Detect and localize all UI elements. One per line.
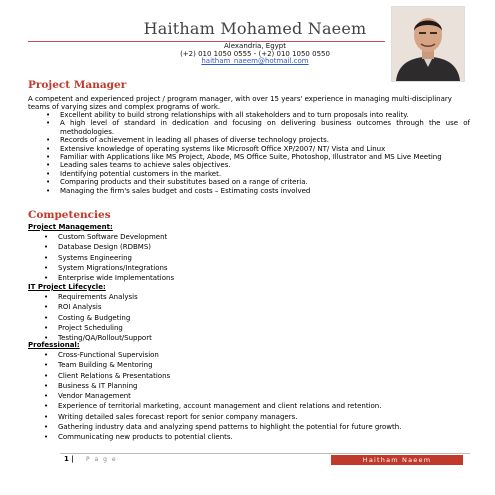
list-item: • Cross-Functional Supervision <box>44 351 159 359</box>
list-item: • Identifying potential customers in the market. <box>46 169 222 178</box>
bullet-dot-icon: • <box>46 161 51 170</box>
list-item: • Systems Engineering <box>44 253 132 262</box>
list-item: • Testing/QA/Rollout/Support <box>44 334 152 343</box>
list-item: • Comparing products and their substitutes based on a range of criteria. <box>46 178 308 187</box>
list-item: • Communicating new products to potential clients. <box>44 433 233 442</box>
list-item: • Extensive knowledge of operating systems like Microsoft Office XP/2007/ NT/ Vista and Linux <box>46 144 386 153</box>
list-item: • Team Building & Mentoring <box>44 361 153 370</box>
project-manager-heading: Project Manager <box>28 79 127 91</box>
bullet-dot-icon: • <box>44 402 49 411</box>
list-item: • Business & IT Planning <box>44 381 138 390</box>
bullet-dot-icon: • <box>44 313 49 322</box>
phone-text: (+2) 010 1050 0555 - (+2) 010 1050 0550 <box>180 50 330 58</box>
portrait-icon <box>392 7 464 81</box>
bullet-dot-icon: • <box>46 144 51 153</box>
bullet-dot-icon: • <box>44 253 49 262</box>
bullet-dot-icon: • <box>44 361 49 370</box>
professional-list <box>44 350 464 443</box>
page-label: P a g e <box>86 456 118 463</box>
email-link[interactable]: haitham_naeem@hotmail.com <box>201 57 309 65</box>
list-item: • Writing detailed sales forecast report for senior company managers. <box>44 412 298 421</box>
bullet-dot-icon: • <box>44 351 49 359</box>
bullet-dot-icon: • <box>46 136 51 145</box>
bullet-dot-icon: • <box>44 243 49 252</box>
bullet-dot-icon: • <box>44 334 49 343</box>
list-item: • Costing & Budgeting <box>44 313 131 322</box>
list-item: • Vendor Management <box>44 392 131 401</box>
list-item: • Leading sales teams to achieve sales objectives. <box>46 161 231 170</box>
list-item: • Requirements Analysis <box>44 293 138 301</box>
bullet-dot-icon: • <box>46 178 51 187</box>
bullet-dot-icon: • <box>44 371 49 380</box>
list-item: • Client Relations & Presentations <box>44 371 171 380</box>
list-item: • System Migrations/Integrations <box>44 263 168 272</box>
list-item: • Custom Software Development <box>44 233 168 241</box>
list-item: • Familiar with Applications like MS Project, Abode, MS Office Suite, Photoshop, Illustrator and MS Live Meeting <box>46 153 442 162</box>
list-item: • Managing the firm's sales budget and costs – Estimating costs involved <box>46 186 311 195</box>
location-text: Alexandria, Egypt <box>224 42 286 50</box>
bullet-dot-icon: • <box>46 119 51 128</box>
competencies-heading: Competencies <box>28 209 111 221</box>
bullet-dot-icon: • <box>44 274 49 283</box>
bullet-dot-icon: • <box>44 233 49 241</box>
project-management-subheading: Project Management: <box>28 223 113 231</box>
bullet-dot-icon: • <box>46 169 51 178</box>
list-item: • Excellent ability to build strong relationships with all stakeholders and to turn proposals into reality. <box>46 111 409 119</box>
bullet-dot-icon: • <box>46 153 51 162</box>
project-management-list <box>44 232 464 283</box>
footer-name-bar: Haitham Naeem <box>331 455 463 465</box>
bullet-dot-icon: • <box>44 323 49 332</box>
list-item: • A high level of standard in dedication and focusing on delivering business outcomes through the use of methodologies. <box>46 119 470 136</box>
professional-subheading: Professional: <box>28 341 80 349</box>
bullet-dot-icon: • <box>44 381 49 390</box>
bullet-dot-icon: • <box>46 111 51 119</box>
list-item: • Records of achievement in leading all phases of diverse technology projects. <box>46 136 330 145</box>
bullet-dot-icon: • <box>44 423 49 432</box>
footer-rule <box>60 453 470 454</box>
summary-text: A competent and experienced project / program manager, with over 15 years' experience in managing multi-disciplinary teams of varying sizes and complex programs of work. <box>28 95 452 112</box>
project-manager-bullets <box>46 111 470 195</box>
bullet-dot-icon: • <box>44 412 49 421</box>
candidate-name: Haitham Mohamed Naeem <box>143 19 367 38</box>
list-item: • Gathering industry data and analyzing spend patterns to highlight the potential for future growth. <box>44 423 402 432</box>
page-number: 1 | <box>64 455 74 463</box>
bullet-dot-icon: • <box>44 303 49 312</box>
list-item: • Experience of territorial marketing, account management and client relations and retention. <box>44 402 382 411</box>
it-project-lifecycle-list <box>44 292 464 343</box>
list-item: • Enterprise wide Implementations <box>44 274 175 283</box>
bullet-dot-icon: • <box>44 392 49 401</box>
bullet-dot-icon: • <box>44 293 49 301</box>
bullet-dot-icon: • <box>46 186 51 195</box>
bullet-dot-icon: • <box>44 263 49 272</box>
list-item: • Project Scheduling <box>44 323 123 332</box>
profile-photo <box>391 6 465 82</box>
list-item: • Database Design (RDBMS) <box>44 243 152 252</box>
list-item: • ROI Analysis <box>44 303 102 312</box>
it-project-lifecycle-subheading: IT Project Lifecycle: <box>28 283 106 291</box>
bullet-dot-icon: • <box>44 433 49 442</box>
